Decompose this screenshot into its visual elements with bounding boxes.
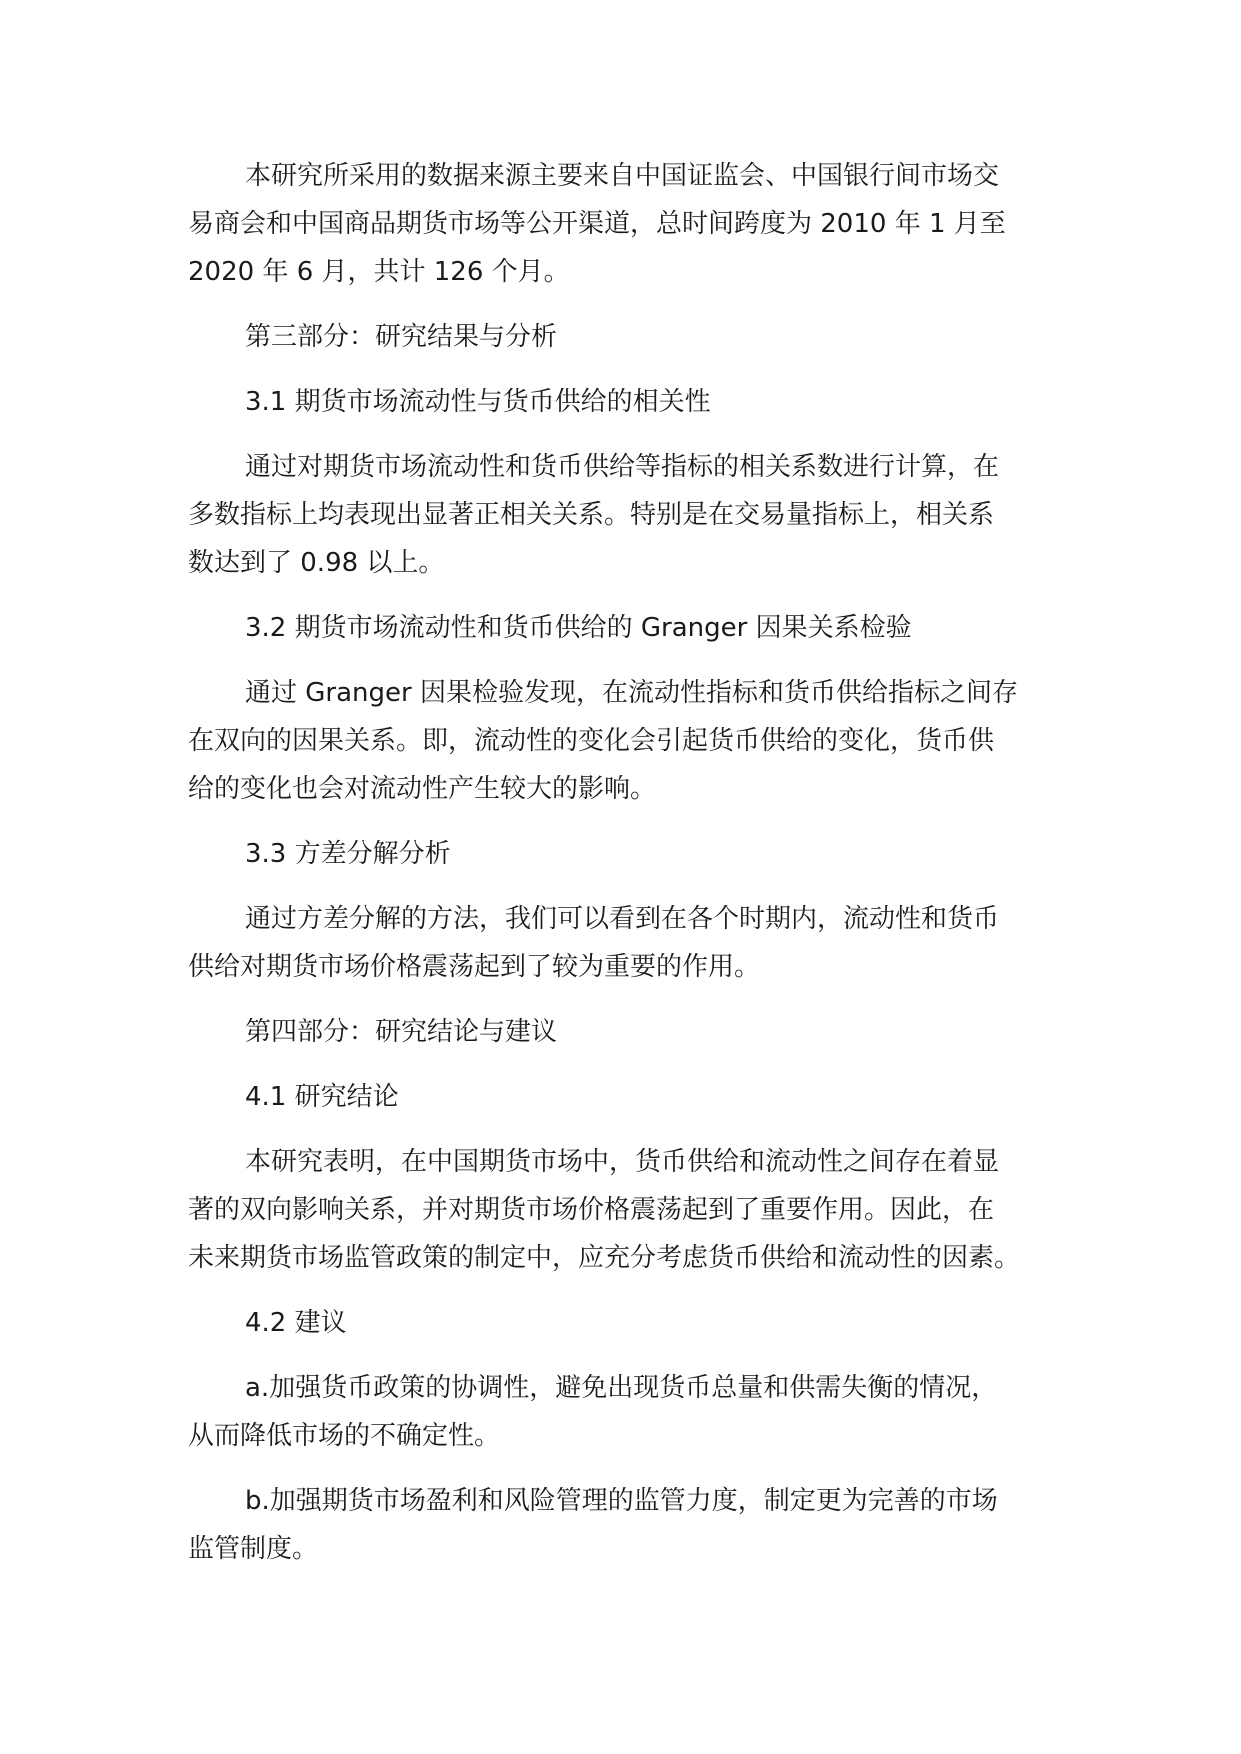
subsection-heading-3-1: 3.1 期货市场流动性与货币供给的相关性: [245, 387, 711, 417]
paragraph-line: 在双向的因果关系。即，流动性的变化会引起货币供给的变化，货币供: [188, 726, 995, 756]
paragraph-suggestion-a: [188, 1364, 1078, 1460]
paragraph-line: 易商会和中国商品期货市场等公开渠道，总时间跨度为 2010 年 1 月至: [188, 209, 1006, 239]
paragraph-line: 数达到了 0.98 以上。: [188, 548, 445, 578]
paragraph-line: a.加强货币政策的协调性，避免出现货币总量和供需失衡的情况，: [245, 1373, 998, 1403]
subsection-heading-4-1: 4.1 研究结论: [245, 1082, 399, 1112]
paragraph-line: 供给对期货市场价格震荡起到了较为重要的作用。: [188, 952, 761, 982]
paragraph-line: 从而降低市场的不确定性。: [188, 1421, 501, 1451]
paragraph-line: 监管制度。: [188, 1534, 319, 1564]
paragraph-line: 2020 年 6 月，共计 126 个月。: [188, 257, 570, 287]
paragraph-line: 本研究所采用的数据来源主要来自中国证监会、中国银行间市场交: [245, 161, 1000, 191]
paragraph-line: b.加强期货市场盈利和风险管理的监管力度，制定更为完善的市场: [245, 1486, 998, 1516]
paragraph-line: 本研究表明，在中国期货市场中，货币供给和流动性之间存在着显: [245, 1147, 1000, 1177]
paragraph-conclusion: [188, 1138, 1078, 1282]
paragraph-variance-decomposition: [188, 895, 1078, 991]
section-heading-part-three: 第三部分：研究结果与分析: [245, 322, 558, 352]
paragraph-line: 著的双向影响关系，并对期货市场价格震荡起到了重要作用。因此，在: [188, 1195, 995, 1225]
section-heading-part-four: 第四部分：研究结论与建议: [245, 1017, 558, 1047]
subsection-heading-3-2: 3.2 期货市场流动性和货币供给的 Granger 因果关系检验: [245, 613, 912, 643]
paragraph-correlation: [188, 443, 1078, 587]
paragraph-line: 未来期货市场监管政策的制定中，应充分考虑货币供给和流动性的因素。: [188, 1243, 1021, 1273]
paragraph-granger: [188, 669, 1078, 813]
paragraph-data-sources: [188, 152, 1078, 296]
paragraph-line: 通过 Granger 因果检验发现，在流动性指标和货币供给指标之间存: [245, 678, 1018, 708]
paragraph-line: 多数指标上均表现出显著正相关关系。特别是在交易量指标上，相关系: [188, 500, 995, 530]
paragraph-line: 给的变化也会对流动性产生较大的影响。: [188, 774, 657, 804]
subsection-heading-4-2: 4.2 建议: [245, 1308, 347, 1338]
subsection-heading-3-3: 3.3 方差分解分析: [245, 839, 451, 869]
paragraph-line: 通过对期货市场流动性和货币供给等指标的相关系数进行计算，在: [245, 452, 1000, 482]
paragraph-suggestion-b: [188, 1477, 1078, 1573]
document-body: [188, 152, 1078, 1590]
paragraph-line: 通过方差分解的方法，我们可以看到在各个时期内，流动性和货币: [245, 904, 1000, 934]
